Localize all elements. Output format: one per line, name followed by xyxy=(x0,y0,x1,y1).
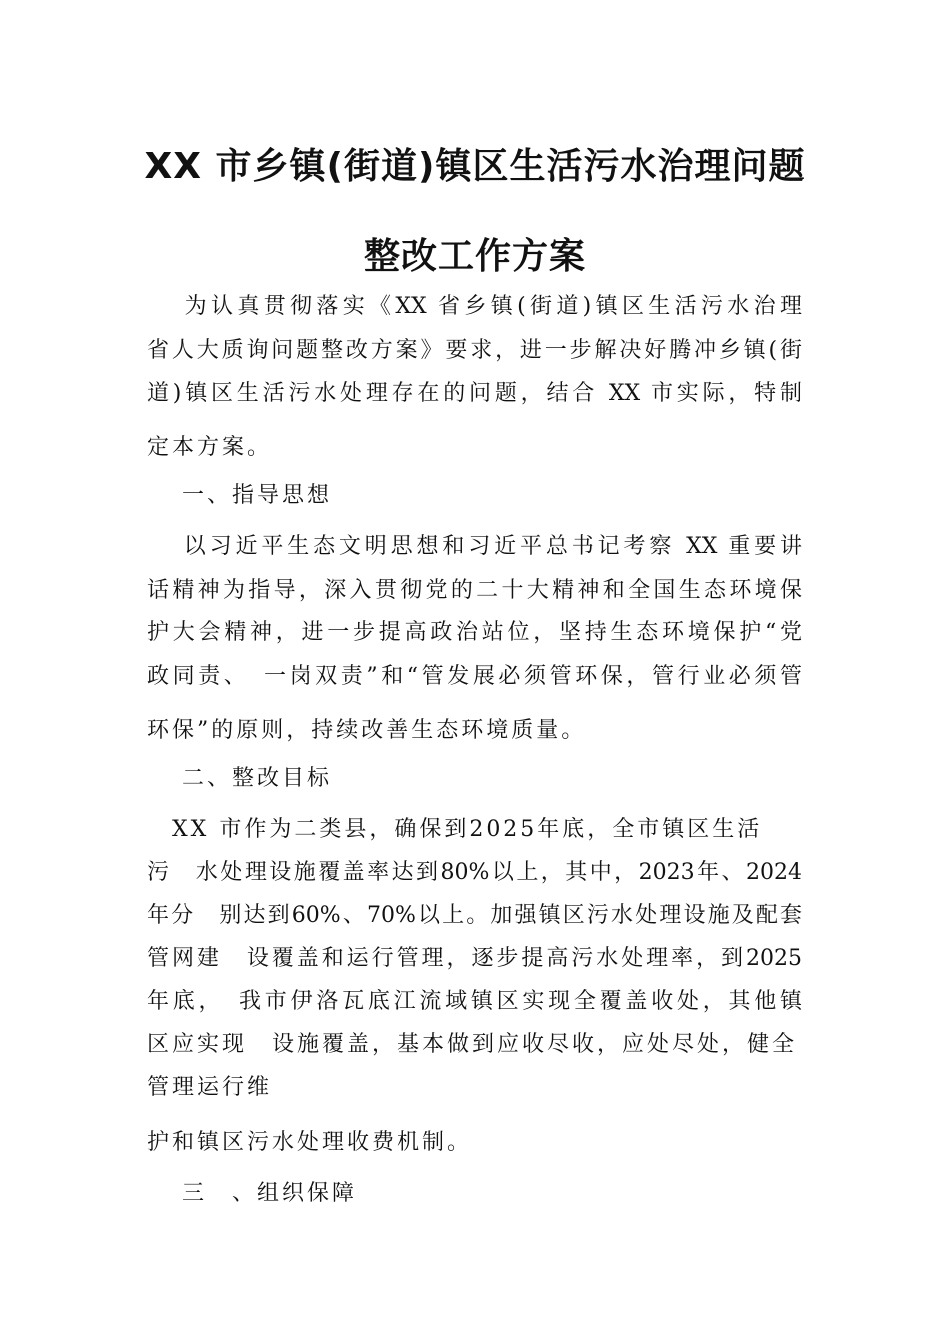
section-2-line-7: 管理运行维 xyxy=(147,1075,273,1100)
section-2-line-5: 年底， 我市伊洛瓦底江流域镇区实现全覆盖收处，其他镇 xyxy=(147,989,802,1014)
section-1-line-5: 环保”的原则，持续改善生态环境质量。 xyxy=(147,718,587,743)
section-3-heading: 三 、组织保障 xyxy=(147,1181,357,1206)
intro-line-4: 定本方案。 xyxy=(147,435,273,460)
section-2-line-8: 护和镇区污水处理收费机制。 xyxy=(147,1130,473,1155)
section-2-line-2: 污 水处理设施覆盖率达到80%以上，其中，2023年、2024 xyxy=(147,860,802,885)
section-1-line-1: 以习近平生态文明思想和习近平总书记考察 XX 重要讲 xyxy=(147,534,802,559)
document-title-line-1: XX 市乡镇(街道)镇区生活污水治理问题 xyxy=(144,146,806,187)
section-2-heading: 二、整改目标 xyxy=(147,766,332,791)
section-2-line-1: XX 市作为二类县，确保到2025年底，全市镇区生活 xyxy=(147,817,763,842)
intro-line-2: 省人大质询问题整改方案》要求，进一步解决好腾冲乡镇(街 xyxy=(147,338,802,363)
section-1-line-4: 政同责、 一岗双责”和“管发展必须管环保，管行业必须管 xyxy=(147,664,802,689)
intro-line-1: 为认真贯彻落实《XX 省乡镇(街道)镇区生活污水治理 xyxy=(147,294,802,319)
section-1-heading: 一、指导思想 xyxy=(147,483,332,508)
section-2-line-3: 年分 别达到60%、70%以上。加强镇区污水处理设施及配套 xyxy=(147,903,802,928)
section-1-line-2: 话精神为指导，深入贯彻党的二十大精神和全国生态环境保 xyxy=(147,578,802,603)
section-1-line-3: 护大会精神，进一步提高政治站位，坚持生态环境保护“党 xyxy=(147,620,802,645)
section-2-line-4: 管网建 设覆盖和运行管理，逐步提高污水处理率，到2025 xyxy=(147,946,802,971)
section-2-line-6: 区应实现 设施覆盖，基本做到应收尽收，应处尽处，健全 xyxy=(147,1032,798,1057)
intro-line-3: 道)镇区生活污水处理存在的问题，结合 XX 市实际，特制 xyxy=(147,381,802,406)
document-title-line-2: 整改工作方案 xyxy=(363,236,586,277)
